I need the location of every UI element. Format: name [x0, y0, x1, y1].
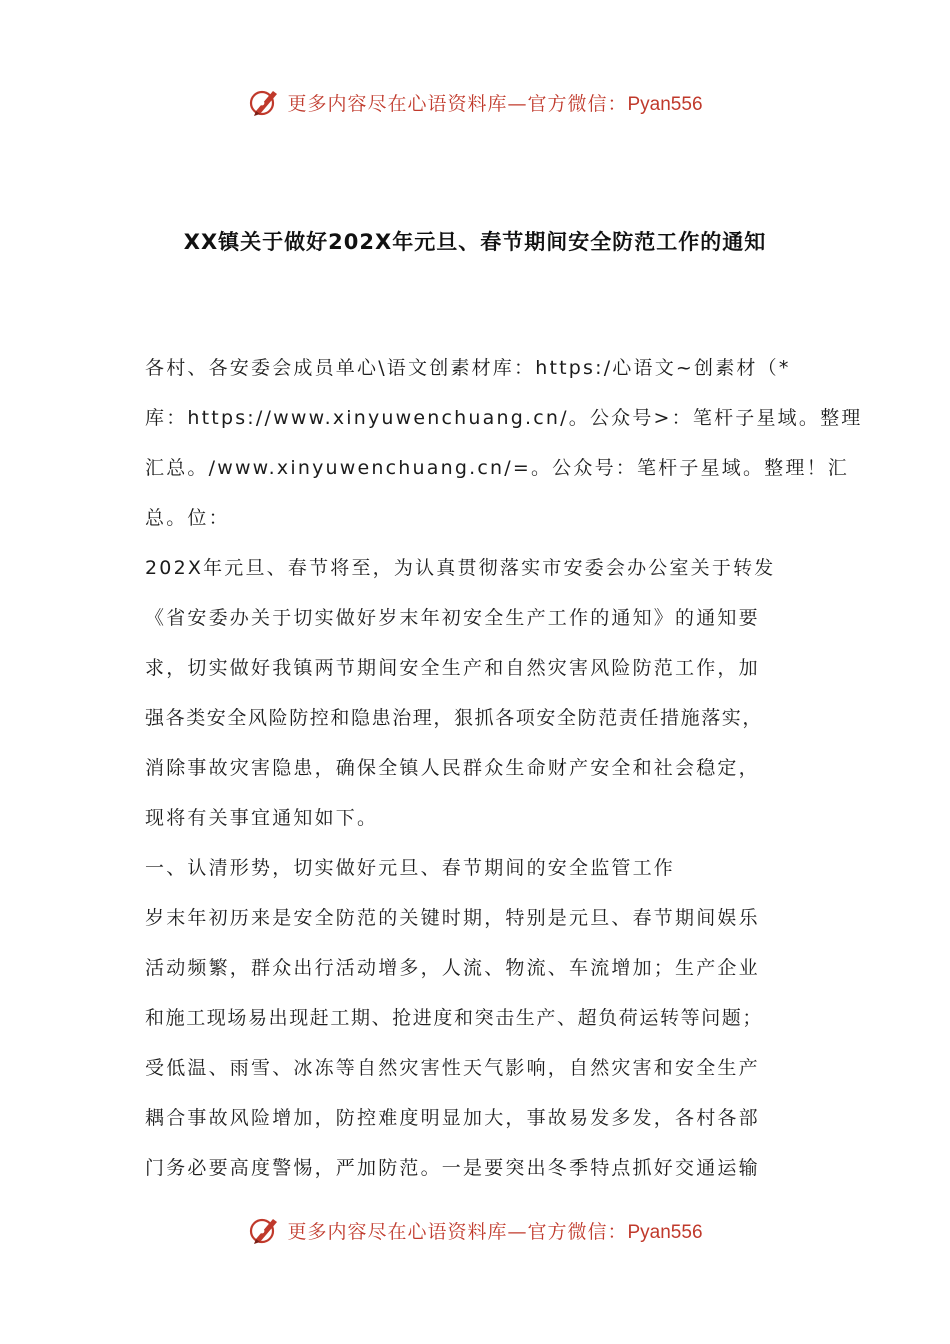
- body-line: 汇总。/www.xinyuwenchuang.cn/=。公众号：笔杆子星域。整理！汇: [145, 457, 849, 479]
- header-banner: [0, 80, 950, 124]
- body-line: 求，切实做好我镇两节期间安全生产和自然灾害风险防范工作，加: [145, 657, 760, 679]
- body-line: 库：https://www.xinyuwenchuang.cn/。公众号>：笔杆子星域。整理: [145, 407, 863, 429]
- banner-wechat-id: Pyan556: [627, 93, 703, 115]
- banner-wechat-id: Pyan556: [627, 1221, 703, 1243]
- body-line: 202X年元旦、春节将至，为认真贯彻落实市安委会办公室关于转发: [145, 557, 776, 579]
- body-line: 耦合事故风险增加，防控难度明显加大，事故易发多发，各村各部: [145, 1107, 760, 1129]
- banner-slogan: 更多内容尽在心语资料库—官方微信：: [287, 1220, 628, 1243]
- body-line: 门务必要高度警惕，严加防范。一是要突出冬季特点抓好交通运输: [145, 1157, 760, 1179]
- document-title: XX镇关于做好202X年元旦、春节期间安全防范工作的通知: [183, 230, 767, 254]
- banner-text: [287, 1217, 702, 1244]
- section-heading: 一、认清形势，切实做好元旦、春节期间的安全监管工作: [145, 857, 676, 879]
- pen-logo-icon: [247, 1213, 281, 1247]
- body-line: 和施工现场易出现赶工期、抢进度和突击生产、超负荷运转等问题；: [145, 1007, 764, 1029]
- body-line: 现将有关事宜通知如下。: [145, 807, 379, 829]
- body-line: 总。位：: [145, 507, 230, 529]
- footer-banner: [0, 1208, 950, 1252]
- banner-text: [287, 89, 702, 116]
- body-line: 《省安委办关于切实做好岁末年初安全生产工作的通知》的通知要: [145, 607, 760, 629]
- body-line: 受低温、雨雪、冰冻等自然灾害性天气影响，自然灾害和安全生产: [145, 1057, 760, 1079]
- body-line: 岁末年初历来是安全防范的关键时期，特别是元旦、春节期间娱乐: [145, 907, 760, 929]
- banner-slogan: 更多内容尽在心语资料库—官方微信：: [287, 92, 628, 115]
- document-body: [145, 343, 863, 1193]
- body-line: 各村、各安委会成员单心\语文创素材库：https:/心语文~创素材（*: [145, 357, 791, 379]
- body-line: 强各类安全风险防控和隐患治理，狠抓各项安全防范责任措施落实，: [145, 707, 764, 729]
- body-line: 活动频繁，群众出行活动增多，人流、物流、车流增加；生产企业: [145, 957, 760, 979]
- body-line: 消除事故灾害隐患，确保全镇人民群众生命财产安全和社会稳定，: [145, 757, 760, 779]
- pen-logo-icon: [247, 85, 281, 119]
